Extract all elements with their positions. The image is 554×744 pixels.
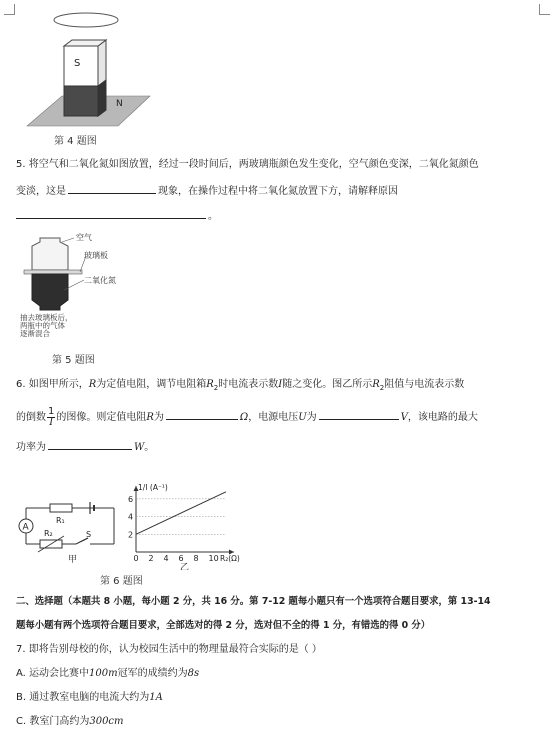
fig5-air-label: 空气 — [76, 233, 92, 242]
q6-symbol-r2: R — [206, 379, 214, 390]
x-tick-label: 6 — [178, 554, 184, 563]
q7-option-a-value-2: 8s — [187, 668, 200, 679]
q6-text-h: 为 — [153, 412, 164, 423]
q6-line-1 — [16, 377, 536, 396]
figure-6-circuit — [14, 496, 124, 568]
q6-symbol-r-b: R — [146, 412, 154, 423]
q6-subscript-2: 2 — [213, 384, 219, 392]
q6-text-f: 的倒数 — [16, 412, 46, 423]
q6-unit-watt: W — [134, 442, 145, 453]
q6-text-k: ，该电路的最大 — [407, 412, 478, 423]
x-axis-label: R₂(Ω) — [220, 554, 240, 563]
figure-6-caption: 第 6 题图 — [100, 576, 143, 587]
y-tick-label: 2 — [128, 530, 134, 540]
q5-text-a: 变淡，这是 — [16, 186, 66, 197]
q5-blank-reason[interactable] — [16, 207, 206, 219]
q6-symbol-u: U — [298, 412, 307, 423]
section-2-header-line-1: 二、选择题（本题共 8 小题，每小题 2 分，共 16 分。第 7-12 题每小题只有一个选项符合题目要求，第 13-14 — [16, 596, 491, 607]
q7-option-a[interactable] — [16, 666, 536, 682]
q7-option-b-value: 1A — [149, 692, 163, 703]
q6-text-c: 时电流表示数 — [218, 379, 279, 390]
q7-option-a-text: A. 运动会比赛中 — [16, 668, 90, 679]
figure-5-caption: 第 5 题图 — [52, 355, 95, 366]
series-line — [136, 492, 226, 535]
x-tick-label: 10 — [208, 554, 219, 563]
q6-symbol-r2-b: R — [372, 379, 380, 390]
x-tick-label: 2 — [148, 554, 154, 563]
fig5-note-2: 两瓶中的气体 — [20, 321, 65, 330]
graph-label-yi: 乙 — [180, 563, 190, 570]
magnet-n-label: N — [116, 99, 123, 109]
switch-label: S — [86, 530, 92, 539]
corner-mark-top-right — [539, 4, 550, 15]
q6-fraction-one-over-i — [47, 407, 55, 428]
q6-text-i: ，电源电压 — [248, 412, 299, 423]
q6-text-m: 。 — [144, 442, 155, 453]
q7-option-a-value-1: 100m — [89, 668, 118, 679]
section-2-header-line-2: 题每小题有两个选项符合题目要求，全部选对的得 2 分，选对但不全的得 1 分，有错选的得 0 分） — [16, 620, 431, 631]
figure-6-graph — [122, 482, 262, 570]
x-tick-label: 0 — [133, 554, 139, 563]
fig5-glass-label: 玻璃板 — [84, 251, 108, 260]
q5-line-1: 5. 将空气和二氧化氮如图放置，经过一段时间后，两玻璃瓶颜色发生变化，空气颜色变深，二氧化氮颜色 — [16, 159, 479, 170]
q6-text-a: 6. 如图甲所示， — [16, 379, 89, 390]
q6-text-l: 功率为 — [16, 442, 46, 453]
q6-symbol-r: R — [88, 379, 97, 390]
q6-text-d: 随之变化。图乙所示 — [282, 379, 373, 390]
q5-blank-phenomenon[interactable] — [68, 182, 156, 194]
q5-line-2 — [16, 182, 536, 200]
figure-4-caption: 第 4 题图 — [54, 136, 97, 147]
q6-frac-den: I — [49, 416, 54, 428]
q7-option-b-text: B. 通过教室电脑的电流大约为 — [16, 692, 150, 703]
y-tick-label: 6 — [128, 494, 134, 504]
q7-option-a-text-2: 冠军的成绩约为 — [117, 668, 188, 679]
circuit-label-jia: 甲 — [68, 555, 78, 565]
q7-option-c-text: C. 教室门高约为 — [16, 716, 90, 727]
q7-stem: 7. 即将告别母校的你，认为校园生活中的物理量最符合实际的是（ ） — [16, 644, 322, 655]
q6-blank-power[interactable] — [48, 438, 132, 450]
q6-frac-num: 1 — [48, 405, 55, 417]
q6-subscript-2-b: 2 — [379, 384, 385, 392]
fig5-note-3: 逐渐混合 — [20, 329, 50, 338]
q6-text-g: 的图像。则定值电阻 — [56, 412, 147, 423]
q6-text-b: 为定值电阻，调节电阻箱 — [96, 379, 207, 390]
q6-blank-voltage[interactable] — [319, 408, 399, 420]
q6-symbol-i: I — [278, 379, 283, 390]
magnet-s-label: S — [74, 58, 81, 69]
q6-text-e: 阻值与电流表示数 — [384, 379, 465, 390]
fig5-no2-label: 二氧化氮 — [84, 276, 116, 285]
q6-unit-ohm: Ω — [239, 412, 249, 423]
q7-option-c[interactable] — [16, 714, 536, 730]
y-tick-label: 4 — [128, 512, 134, 522]
r1-label: R₁ — [56, 516, 65, 525]
q5-text-b: 现象，在操作过程中将二氧化氮放置下方，请解释原因 — [158, 186, 398, 197]
r2-label: R₂ — [44, 529, 53, 538]
y-axis-label: 1/I (A⁻¹) — [138, 483, 168, 492]
x-tick-label: 4 — [163, 554, 169, 563]
q6-text-j: 为 — [306, 412, 317, 423]
figure-4-magnet — [22, 8, 162, 128]
q5-text-end: 。 — [208, 211, 218, 222]
x-tick-label: 8 — [193, 554, 199, 563]
ammeter-symbol: A — [22, 522, 29, 533]
q6-line-3 — [16, 438, 536, 456]
q7-option-c-value: 300cm — [89, 716, 124, 727]
figure-5-gas-jars — [18, 228, 138, 338]
q5-line-3 — [16, 207, 536, 225]
corner-mark-top-left — [4, 4, 15, 15]
q6-unit-volt: V — [400, 412, 408, 423]
q6-line-2 — [16, 406, 536, 430]
q7-option-b[interactable] — [16, 690, 536, 706]
fig5-note-1: 抽去玻璃板后， — [20, 313, 73, 322]
q6-blank-resistance[interactable] — [166, 408, 238, 420]
